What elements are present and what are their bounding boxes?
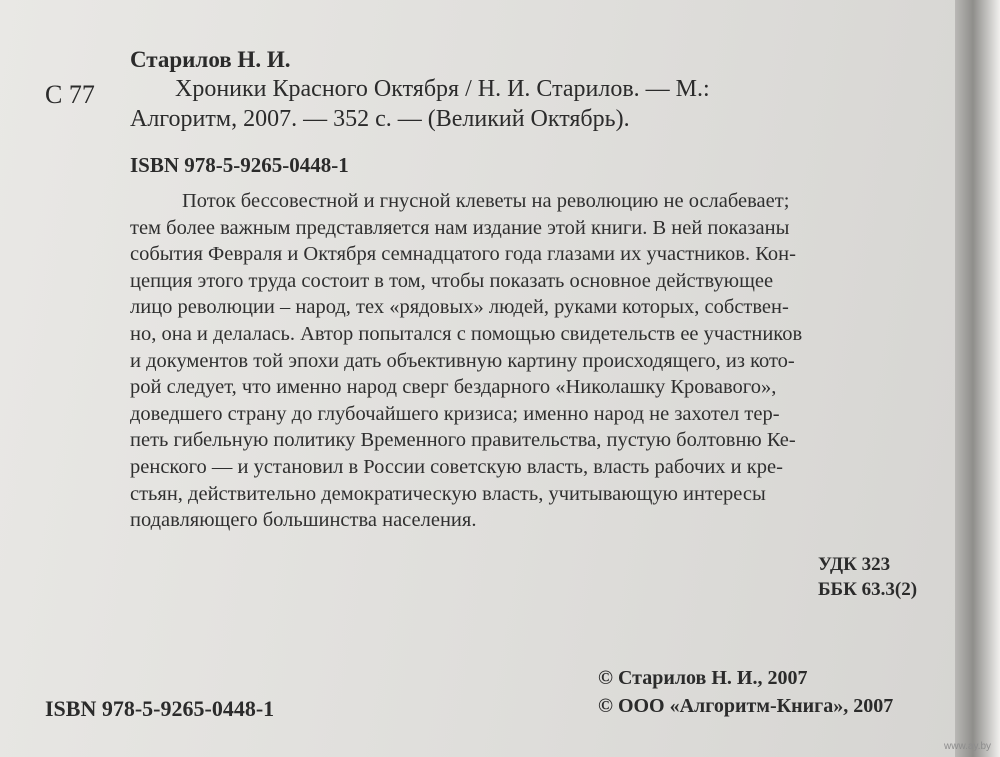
annotation-line: доведшего страну до глубочайшего кризиса; именно народ не захотел тер- bbox=[130, 402, 780, 425]
isbn-bottom: ISBN 978-5-9265-0448-1 bbox=[45, 696, 275, 721]
bbk-code: ББК 63.3(2) bbox=[818, 579, 918, 600]
copyright-author: © Старилов Н. И., 2007 bbox=[598, 667, 808, 689]
annotation-line: Поток бессовестной и гнусной клеветы на революцию не ослабевает; bbox=[182, 190, 790, 212]
copyright-publisher: © ООО «Алгоритм-Книга», 2007 bbox=[598, 695, 894, 717]
annotation-line: и документов той эпохи дать объективную картину происходящего, из кото- bbox=[130, 349, 795, 372]
bibliographic-title-line: Хроники Красного Октября / Н. И. Старилов. — М.: bbox=[175, 76, 710, 102]
bibliographic-imprint-line: Алгоритм, 2007. — 352 с. — (Великий Октябрь). bbox=[130, 106, 630, 132]
annotation-line: но, она и делалась. Автор попытался с помощью свидетельств ее участников bbox=[130, 322, 803, 345]
author-heading: Старилов Н. И. bbox=[130, 47, 291, 72]
site-watermark: www.ay.by bbox=[944, 741, 992, 752]
annotation-line: лицо революции – народ, тех «рядовых» людей, руками которых, собствен- bbox=[130, 296, 789, 319]
annotation-line: цепция этого труда состоит в том, чтобы показать основное действующее bbox=[130, 269, 774, 292]
udk-code: УДК 323 bbox=[818, 554, 891, 575]
annotation-line: тем более важным представляется нам издание этой книги. В ней показаны bbox=[130, 216, 790, 239]
annotation-line: петь гибельную политику Временного правительства, пустую болтовню Ке- bbox=[130, 429, 796, 452]
annotation-paragraph bbox=[130, 188, 950, 534]
annotation-line: рой следует, что именно народ сверг бездарного «Николашку Кровавого», bbox=[130, 376, 777, 399]
annotation-line: события Февраля и Октября семнадцатого года глазами их участников. Кон- bbox=[130, 243, 796, 266]
page-edge-shadow bbox=[955, 0, 1000, 757]
annotation-line: подавляющего большинства населения. bbox=[130, 509, 477, 532]
annotation-line: стьян, действительно демократическую власть, учитывающую интересы bbox=[130, 482, 766, 505]
annotation-line: ренского — и установил в России советскую власть, власть рабочих и кре- bbox=[130, 455, 783, 478]
isbn-top: ISBN 978-5-9265-0448-1 bbox=[130, 153, 349, 177]
catalog-code: С 77 bbox=[45, 80, 95, 109]
